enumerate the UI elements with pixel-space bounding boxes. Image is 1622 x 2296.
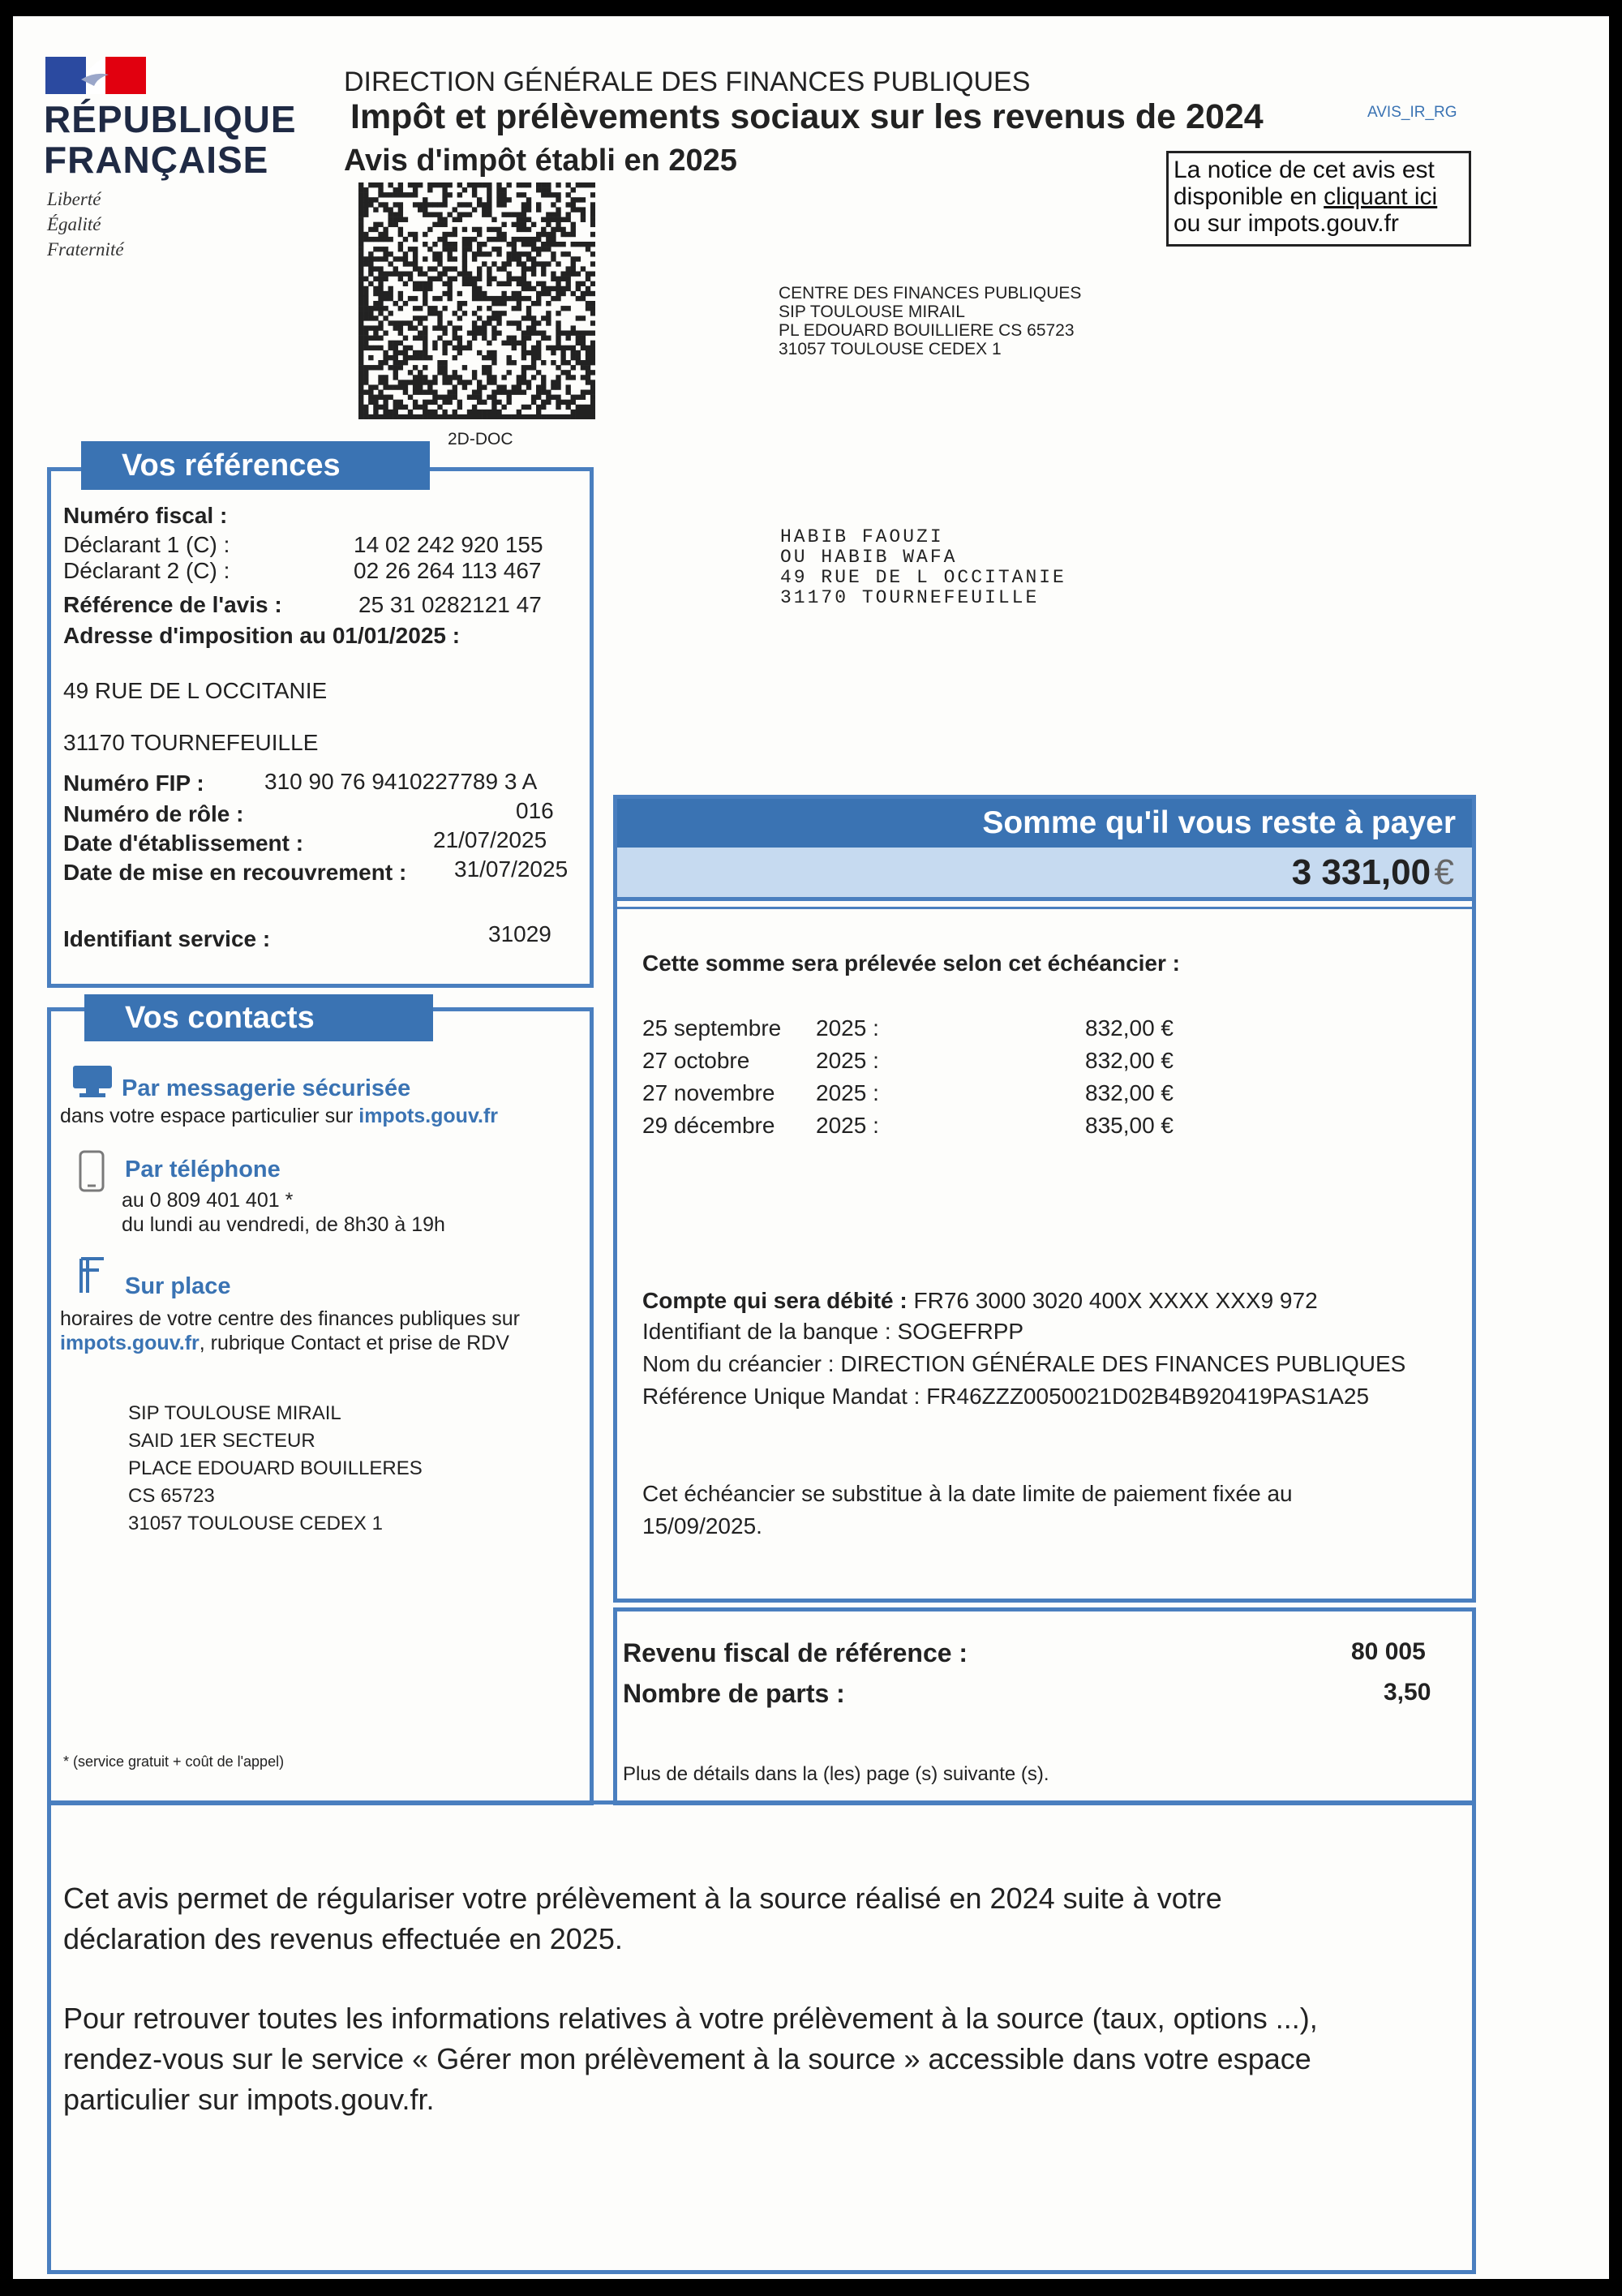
schedule-intro: Cette somme sera prélevée selon cet échéancier : xyxy=(642,951,1181,976)
page-title: Impôt et prélèvements sociaux sur les revenus de 2024 xyxy=(350,97,1264,136)
info-paragraph-1 xyxy=(63,1878,1471,1959)
office-address xyxy=(128,1400,423,1538)
sur-place-desc: , rubrique Contact et prise de RDV xyxy=(199,1332,509,1354)
account-label: Compte qui sera débité : xyxy=(642,1288,914,1313)
substitute-line2: 15/09/2025. xyxy=(642,1513,762,1539)
info-line: Pour retrouver toutes les informations relatives à votre prélèvement à la source (taux, options ...), xyxy=(63,2002,1318,2035)
rf-title-line1: RÉPUBLIQUE xyxy=(44,98,297,140)
2d-doc-barcode xyxy=(358,182,595,419)
ref-avis-value: 25 31 0282121 47 xyxy=(358,592,542,617)
recouvrement-label: Date de mise en recouvrement : xyxy=(63,860,407,885)
etablissement-label: Date d'établissement : xyxy=(63,830,304,856)
telephone-hours: du lundi au vendredi, de 8h30 à 19h xyxy=(122,1213,445,1236)
schedule-row xyxy=(642,1015,1210,1041)
etablissement-value: 21/07/2025 xyxy=(433,827,547,852)
schedule-date: 29 décembre xyxy=(642,1113,775,1138)
schedule-year: 2025 : xyxy=(816,1015,879,1041)
fip-label: Numéro FIP : xyxy=(63,770,204,796)
impots-link[interactable]: impots.gouv.fr xyxy=(60,1332,200,1354)
schedule-year: 2025 : xyxy=(816,1113,879,1138)
payment-amount-band xyxy=(617,848,1472,901)
address-line: SIP TOULOUSE MIRAIL xyxy=(779,303,965,321)
footnote: * (service gratuit + coût de l'appel) xyxy=(63,1753,285,1770)
recipient-address xyxy=(780,527,1066,608)
notice-box xyxy=(1166,151,1471,247)
rfr-label: Revenu fiscal de référence : xyxy=(623,1638,968,1667)
sur-place-line2 xyxy=(60,1332,509,1355)
center-address xyxy=(779,284,1081,358)
marianne-logo xyxy=(45,57,146,94)
declarant2-value: 02 26 264 113 467 xyxy=(354,558,542,583)
adresse-imposition-label: Adresse d'imposition au 01/01/2025 : xyxy=(63,623,461,648)
payment-title: Somme qu'il vous reste à payer xyxy=(617,799,1472,848)
address-line: 31057 TOULOUSE CEDEX 1 xyxy=(779,340,1002,358)
payment-separator xyxy=(617,907,1472,909)
declarant1-label: Déclarant 1 (C) : xyxy=(63,532,230,557)
notice-link[interactable]: cliquant ici xyxy=(1324,183,1438,210)
fip-value: 310 90 76 9410227789 3 A xyxy=(264,769,538,794)
schedule-row xyxy=(642,1048,1210,1074)
schedule-row xyxy=(642,1113,1210,1139)
recipient-line: 49 RUE DE L OCCITANIE xyxy=(780,567,1066,588)
schedule-date: 27 novembre xyxy=(642,1080,775,1105)
phone-icon xyxy=(78,1150,105,1196)
page-subtitle: Avis d'impôt établi en 2025 xyxy=(344,144,737,178)
references-title: Vos références xyxy=(81,441,430,490)
role-label: Numéro de rôle : xyxy=(63,801,244,826)
recipient-line: OU HABIB WAFA xyxy=(780,547,958,568)
schedule-row xyxy=(642,1080,1210,1106)
building-icon xyxy=(76,1255,109,1300)
rf-motto xyxy=(47,187,124,262)
office-line: PLACE EDOUARD BOUILLERES xyxy=(128,1457,423,1479)
telephone-number: au 0 809 401 401 * xyxy=(122,1189,294,1212)
schedule-year: 2025 : xyxy=(816,1080,879,1105)
recouvrement-value: 31/07/2025 xyxy=(454,856,569,882)
payment-amount: 3 331,00 xyxy=(1291,852,1431,892)
notice-line: ou sur impots.gouv.fr xyxy=(1174,210,1399,237)
motto-line: Liberté xyxy=(47,189,101,209)
telephone-title[interactable]: Par téléphone xyxy=(125,1157,281,1182)
notice-line: La notice de cet avis est xyxy=(1174,157,1435,183)
info-line: particulier sur impots.gouv.fr. xyxy=(63,2083,435,2116)
adresse-line1: 49 RUE DE L OCCITANIE xyxy=(63,678,328,703)
payment-currency: € xyxy=(1434,852,1454,892)
sur-place-title[interactable]: Sur place xyxy=(125,1273,231,1299)
substitute-line1: Cet échéancier se substitue à la date limite de paiement fixée au xyxy=(642,1481,1293,1506)
notice-line xyxy=(1174,183,1464,210)
schedule-amount: 832,00 € xyxy=(1085,1015,1174,1041)
motto-line: Fraternité xyxy=(47,239,124,260)
schedule-amount: 835,00 € xyxy=(1085,1113,1174,1138)
office-line: CS 65723 xyxy=(128,1485,215,1507)
schedule-amount: 832,00 € xyxy=(1085,1048,1174,1073)
schedule-amount: 832,00 € xyxy=(1085,1080,1174,1105)
messagerie-text xyxy=(60,1105,498,1128)
messagerie-desc: dans votre espace particulier sur xyxy=(60,1105,359,1127)
adresse-line2: 31170 TOURNEFEUILLE xyxy=(63,730,319,755)
tax-notice-page xyxy=(13,16,1609,2279)
office-line: SIP TOULOUSE MIRAIL xyxy=(128,1402,341,1424)
messagerie-title[interactable]: Par messagerie sécurisée xyxy=(122,1075,411,1101)
service-value: 31029 xyxy=(488,921,551,946)
info-line: rendez-vous sur le service « Gérer mon prélèvement à la source » accessible dans votre espace xyxy=(63,2042,1311,2075)
details-note: Plus de détails dans la (les) page (s) suivante (s). xyxy=(623,1763,1049,1785)
contacts-title: Vos contacts xyxy=(84,994,433,1041)
service-label: Identifiant service : xyxy=(63,926,271,951)
address-line: PL EDOUARD BOUILLIERE CS 65723 xyxy=(779,321,1075,340)
account-value: FR76 3000 3020 400X XXXX XXX9 972 xyxy=(913,1288,1318,1313)
account-line xyxy=(642,1288,1318,1314)
schedule-date: 27 octobre xyxy=(642,1048,750,1073)
schedule-year: 2025 : xyxy=(816,1048,879,1073)
role-value: 016 xyxy=(516,798,554,823)
creditor-line: Nom du créancier : DIRECTION GÉNÉRALE DES FINANCES PUBLIQUES xyxy=(642,1351,1406,1376)
office-line: SAID 1ER SECTEUR xyxy=(128,1430,315,1452)
impots-link[interactable]: impots.gouv.fr xyxy=(358,1105,499,1127)
parts-value: 3,50 xyxy=(1384,1679,1431,1706)
dgfip-label: DIRECTION GÉNÉRALE DES FINANCES PUBLIQUES xyxy=(344,67,1031,97)
rfr-value: 80 005 xyxy=(1351,1638,1426,1665)
recipient-line: HABIB FAOUZI xyxy=(780,526,944,547)
recipient-line: 31170 TOURNEFEUILLE xyxy=(780,587,1040,608)
barcode-label: 2D-DOC xyxy=(448,430,513,448)
declarant1-value: 14 02 242 920 155 xyxy=(354,532,543,557)
info-line: déclaration des revenus effectuée en 2025. xyxy=(63,1922,623,1955)
motto-line: Égalité xyxy=(47,214,101,234)
numero-fiscal-label: Numéro fiscal : xyxy=(63,503,228,528)
computer-icon xyxy=(71,1064,114,1102)
sur-place-line1: horaires de votre centre des finances publiques sur xyxy=(60,1307,520,1330)
bank-line: Identifiant de la banque : SOGEFRPP xyxy=(642,1319,1024,1344)
ref-avis-label: Référence de l'avis : xyxy=(63,592,282,617)
schedule-date: 25 septembre xyxy=(642,1015,782,1041)
notice-text: disponible en xyxy=(1174,183,1324,210)
info-line: Cet avis permet de régulariser votre prélèvement à la source réalisé en 2024 suite à votre xyxy=(63,1882,1222,1915)
parts-label: Nombre de parts : xyxy=(623,1679,845,1708)
mandate-line: Référence Unique Mandat : FR46ZZZ0050021D02B4B920419PAS1A25 xyxy=(642,1384,1370,1409)
declarant2-label: Déclarant 2 (C) : xyxy=(63,558,230,583)
address-line: CENTRE DES FINANCES PUBLIQUES xyxy=(779,284,1082,303)
rf-title-line2: FRANÇAISE xyxy=(44,139,269,181)
form-code: AVIS_IR_RG xyxy=(1367,104,1457,121)
info-paragraph-2 xyxy=(63,1998,1471,2120)
office-line: 31057 TOULOUSE CEDEX 1 xyxy=(128,1513,383,1534)
